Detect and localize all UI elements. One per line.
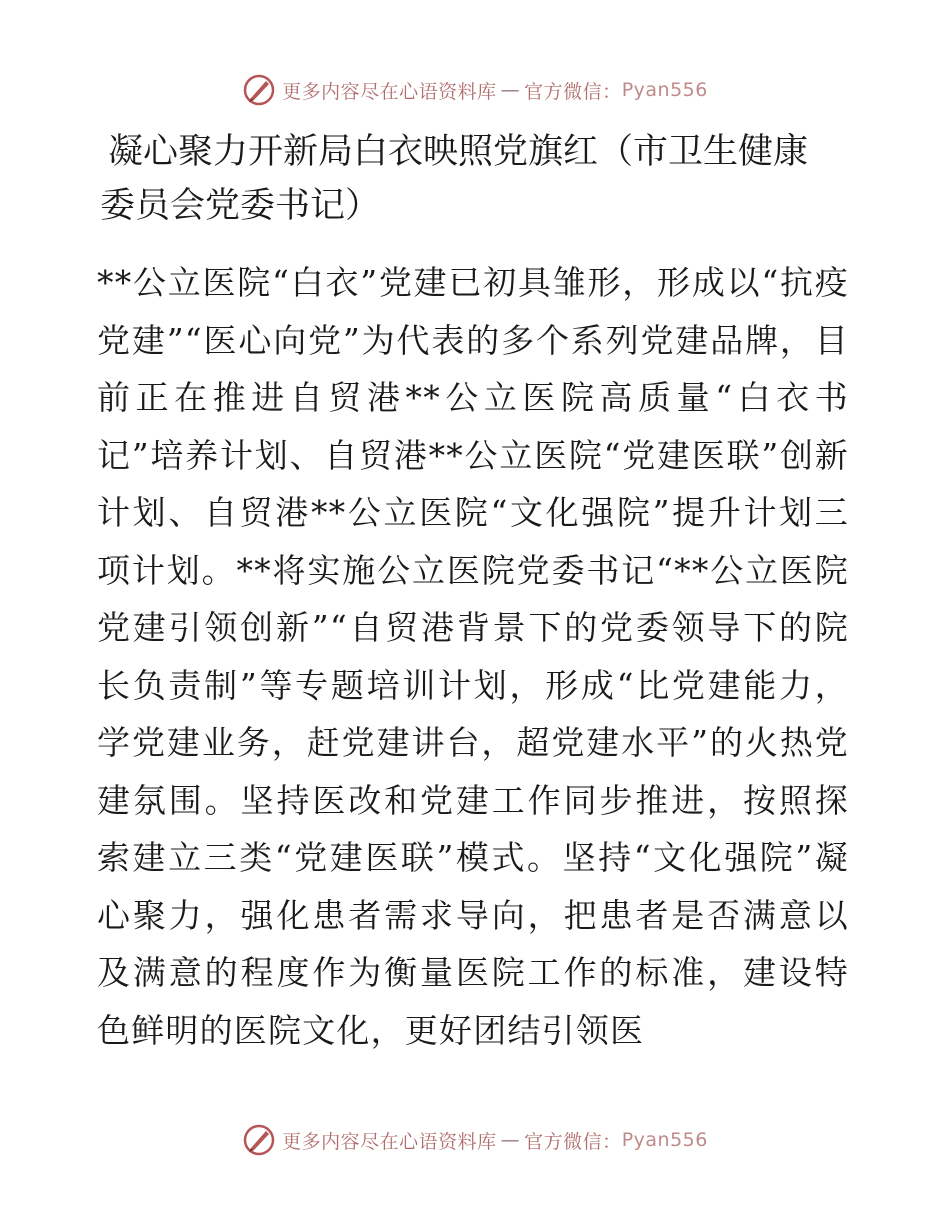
document-body: **公立医院“白衣”党建已初具雏形，形成以“抗疫党建”“医心向党”为代表的多个系列党建品牌，目前正在推进自贸港**公立医院高质量“白衣书记”培养计划、自贸港**公立医院“党建医联”创新计划、自贸港**公立医院“文化强院”提升计划三项计划。**将实施公立医院党委书记“**公立医院党建引领创新”“自贸港背景下的党委领导下的院长负责制”等专题培训计划，形成“比党建能力，学党建业务，赶党建讲台，超党建水平”的火热党建氛围。坚持医改和党建工作同步推进，按照探索建立三类“党建医联”模式。坚持“文化强院”凝心聚力，强化患者需求导向，把患者是否满意以及满意的程度作为衡量医院工作的标准，建设特色鲜明的医院文化，更好团结引领医 <box>97 263 849 1050</box>
watermark-brand: 更多内容尽在心语资料库 <box>282 1130 497 1153</box>
header-watermark <box>0 70 950 110</box>
watermark-brand: 更多内容尽在心语资料库 <box>282 80 497 103</box>
quill-pen-seal-icon <box>242 73 276 107</box>
watermark-separator: — <box>500 79 521 101</box>
quill-pen-seal-icon <box>242 1123 276 1157</box>
watermark-label: 官方微信： <box>524 80 622 103</box>
document-title: 凝心聚力开新局白衣映照党旗红（市卫生健康委员会党委书记） <box>100 132 809 226</box>
watermark-handle: Pyan556 <box>621 1129 708 1151</box>
watermark-label: 官方微信： <box>524 1130 622 1153</box>
watermark-handle: Pyan556 <box>621 79 708 101</box>
watermark-separator: — <box>500 1129 521 1151</box>
footer-watermark <box>0 1120 950 1160</box>
